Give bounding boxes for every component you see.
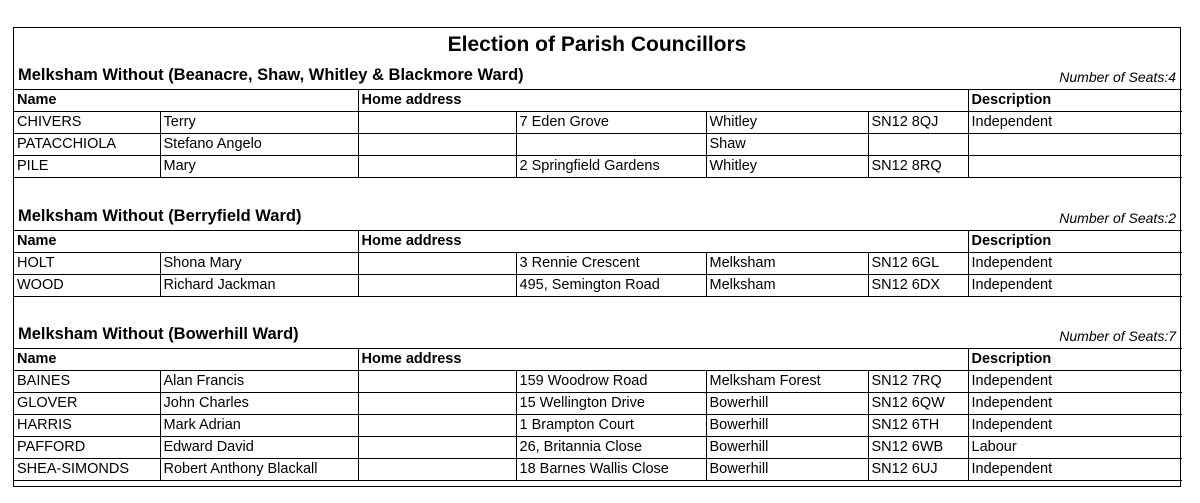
table-row (14, 156, 1182, 178)
table-header-row (14, 90, 1182, 112)
cell-description: Independent (968, 459, 1182, 481)
cell-forenames: Edward David (160, 437, 358, 459)
cell-street: 7 Eden Grove (516, 112, 706, 134)
cell-surname: CHIVERS (14, 112, 160, 134)
cell-blank (358, 459, 516, 481)
cell-postcode: SN12 6WB (868, 437, 968, 459)
cell-postcode: SN12 6DX (868, 275, 968, 297)
ward-heading (14, 323, 1180, 345)
cell-town: Melksham (706, 253, 868, 275)
cell-street: 18 Barnes Wallis Close (516, 459, 706, 481)
cell-surname: SHEA-SIMONDS (14, 459, 160, 481)
cell-forenames: Richard Jackman (160, 275, 358, 297)
cell-forenames: Terry (160, 112, 358, 134)
cell-town: Melksham (706, 275, 868, 297)
cell-forenames: Mark Adrian (160, 415, 358, 437)
cell-description: Labour (968, 437, 1182, 459)
cell-postcode: SN12 6TH (868, 415, 968, 437)
table-row (14, 253, 1182, 275)
cell-blank (358, 437, 516, 459)
header-home-address: Home address (358, 231, 968, 253)
header-name: Name (14, 231, 358, 253)
table-header-row (14, 231, 1182, 253)
cell-blank (358, 253, 516, 275)
table-row (14, 371, 1182, 393)
cell-forenames: Mary (160, 156, 358, 178)
table-row (14, 134, 1182, 156)
cell-postcode: SN12 6UJ (868, 459, 968, 481)
cell-surname: PAFFORD (14, 437, 160, 459)
table-row (14, 393, 1182, 415)
cell-surname: GLOVER (14, 393, 160, 415)
header-name: Name (14, 349, 358, 371)
cell-blank (358, 393, 516, 415)
cell-blank (358, 134, 516, 156)
cell-description: Independent (968, 275, 1182, 297)
cell-street: 15 Wellington Drive (516, 393, 706, 415)
candidates-table (14, 89, 1182, 178)
ward-name: Melksham Without (Berryfield Ward) (18, 207, 302, 225)
ward-heading (14, 205, 1180, 227)
header-home-address: Home address (358, 349, 968, 371)
header-home-address: Home address (358, 90, 968, 112)
table-row (14, 275, 1182, 297)
cell-description (968, 134, 1182, 156)
cell-surname: HOLT (14, 253, 160, 275)
cell-blank (358, 156, 516, 178)
cell-town: Melksham Forest (706, 371, 868, 393)
cell-blank (358, 371, 516, 393)
cell-town: Whitley (706, 156, 868, 178)
cell-surname: PILE (14, 156, 160, 178)
ward-heading (14, 64, 1180, 86)
cell-forenames: Shona Mary (160, 253, 358, 275)
cell-postcode: SN12 7RQ (868, 371, 968, 393)
cell-town: Whitley (706, 112, 868, 134)
header-name: Name (14, 90, 358, 112)
ward-name: Melksham Without (Beanacre, Shaw, Whitley & Blackmore Ward) (18, 66, 524, 84)
cell-description: Independent (968, 112, 1182, 134)
cell-forenames: Stefano Angelo (160, 134, 358, 156)
seat-count: Number of Seats:7 (1059, 328, 1176, 344)
cell-street: 495, Semington Road (516, 275, 706, 297)
cell-blank (358, 275, 516, 297)
cell-town: Shaw (706, 134, 868, 156)
cell-blank (358, 112, 516, 134)
seat-count: Number of Seats:4 (1059, 69, 1176, 85)
cell-surname: BAINES (14, 371, 160, 393)
cell-street: 2 Springfield Gardens (516, 156, 706, 178)
cell-forenames: Alan Francis (160, 371, 358, 393)
cell-description: Independent (968, 253, 1182, 275)
cell-street (516, 134, 706, 156)
cell-town: Bowerhill (706, 459, 868, 481)
cell-town: Bowerhill (706, 393, 868, 415)
cell-surname: PATACCHIOLA (14, 134, 160, 156)
header-description: Description (968, 231, 1182, 253)
cell-town: Bowerhill (706, 437, 868, 459)
cell-street: 1 Brampton Court (516, 415, 706, 437)
table-header-row (14, 349, 1182, 371)
cell-postcode: SN12 8RQ (868, 156, 968, 178)
table-row (14, 112, 1182, 134)
seat-count: Number of Seats:2 (1059, 210, 1176, 226)
cell-blank (358, 415, 516, 437)
cell-postcode (868, 134, 968, 156)
header-description: Description (968, 349, 1182, 371)
table-row (14, 415, 1182, 437)
cell-description: Independent (968, 415, 1182, 437)
cell-forenames: John Charles (160, 393, 358, 415)
cell-postcode: SN12 8QJ (868, 112, 968, 134)
candidates-table (14, 230, 1182, 297)
header-description: Description (968, 90, 1182, 112)
cell-description: Independent (968, 393, 1182, 415)
ward-name: Melksham Without (Bowerhill Ward) (18, 325, 299, 343)
cell-description: Independent (968, 371, 1182, 393)
cell-forenames: Robert Anthony Blackall (160, 459, 358, 481)
candidates-table (14, 348, 1182, 481)
cell-surname: WOOD (14, 275, 160, 297)
cell-street: 3 Rennie Crescent (516, 253, 706, 275)
cell-postcode: SN12 6GL (868, 253, 968, 275)
table-row (14, 437, 1182, 459)
cell-town: Bowerhill (706, 415, 868, 437)
nomination-document (13, 27, 1181, 487)
page-title: Election of Parish Councillors (447, 33, 747, 56)
cell-description (968, 156, 1182, 178)
cell-postcode: SN12 6QW (868, 393, 968, 415)
table-row (14, 459, 1182, 481)
cell-surname: HARRIS (14, 415, 160, 437)
cell-street: 26, Britannia Close (516, 437, 706, 459)
cell-street: 159 Woodrow Road (516, 371, 706, 393)
